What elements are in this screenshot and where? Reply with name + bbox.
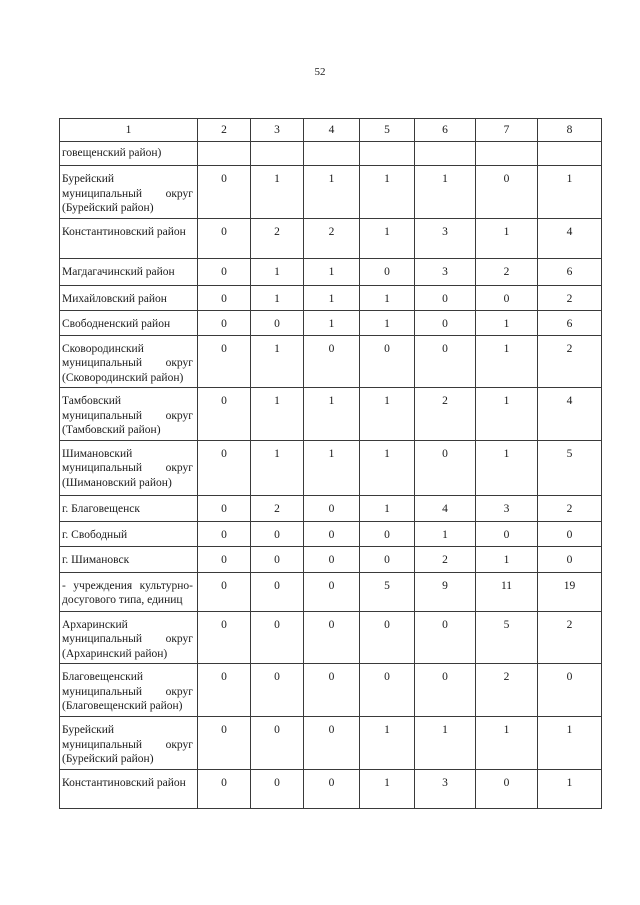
- table-cell: 0: [251, 717, 304, 770]
- table-cell: 0: [538, 664, 602, 717]
- table-cell: 1: [360, 285, 415, 310]
- table-row: [60, 142, 602, 166]
- table-cell: 6: [538, 310, 602, 335]
- table-cell: [360, 142, 415, 166]
- table-cell: 1: [304, 285, 360, 310]
- table-cell: 0: [251, 664, 304, 717]
- table-cell: 0: [198, 166, 251, 219]
- table-row: [60, 495, 602, 521]
- table-cell: 0: [360, 611, 415, 664]
- table-cell: 0: [304, 335, 360, 388]
- table-row: [60, 611, 602, 664]
- row-label: - учреждения культурно-досугового типа, единиц: [60, 572, 198, 611]
- table-cell: 4: [538, 388, 602, 441]
- table-cell: 2: [304, 218, 360, 258]
- table-row: [60, 521, 602, 546]
- row-label: Михайловский район: [60, 285, 198, 310]
- table-row: [60, 218, 602, 258]
- table-cell: 0: [415, 611, 476, 664]
- table-cell: 0: [251, 769, 304, 808]
- table-row: [60, 310, 602, 335]
- table-cell: 0: [360, 258, 415, 285]
- table-row: [60, 664, 602, 717]
- table-cell: 2: [476, 258, 538, 285]
- table-cell: [476, 142, 538, 166]
- table-cell: 2: [538, 495, 602, 521]
- table-cell: 1: [415, 521, 476, 546]
- table-cell: 5: [360, 572, 415, 611]
- table-row: [60, 717, 602, 770]
- table-cell: 0: [198, 335, 251, 388]
- column-number: 4: [304, 119, 360, 142]
- row-label: Свободненский район: [60, 310, 198, 335]
- table-cell: [251, 142, 304, 166]
- table-cell: 5: [476, 611, 538, 664]
- row-label: Шимановский муниципальный округ (Шимановский район): [60, 440, 198, 495]
- table-cell: 2: [538, 335, 602, 388]
- table-cell: 0: [251, 546, 304, 572]
- table-row: [60, 335, 602, 388]
- table-cell: 0: [198, 546, 251, 572]
- table-cell: 2: [476, 664, 538, 717]
- table-cell: 1: [360, 769, 415, 808]
- column-number: 7: [476, 119, 538, 142]
- table-cell: 0: [476, 769, 538, 808]
- table-cell: 0: [251, 310, 304, 335]
- table-row: [60, 769, 602, 808]
- table-cell: 0: [476, 285, 538, 310]
- table-cell: 0: [251, 572, 304, 611]
- table-cell: 1: [538, 769, 602, 808]
- table-cell: 0: [304, 611, 360, 664]
- table-cell: 0: [198, 285, 251, 310]
- column-number: 3: [251, 119, 304, 142]
- table-cell: 1: [360, 310, 415, 335]
- table-cell: 1: [304, 258, 360, 285]
- table-cell: 0: [198, 769, 251, 808]
- table-cell: 1: [360, 166, 415, 219]
- table-cell: 1: [251, 388, 304, 441]
- row-label: Константиновский район: [60, 769, 198, 808]
- table-cell: 0: [304, 664, 360, 717]
- table-cell: 0: [415, 285, 476, 310]
- table-cell: 1: [360, 495, 415, 521]
- table-cell: 0: [415, 310, 476, 335]
- table-row: [60, 546, 602, 572]
- table-cell: 1: [251, 285, 304, 310]
- table-cell: 1: [251, 258, 304, 285]
- table-cell: 0: [415, 335, 476, 388]
- table-cell: 1: [304, 166, 360, 219]
- table-cell: 1: [304, 440, 360, 495]
- table-cell: 9: [415, 572, 476, 611]
- table-cell: 1: [476, 310, 538, 335]
- table-cell: 0: [360, 546, 415, 572]
- column-number: 2: [198, 119, 251, 142]
- row-label: г. Благовещенск: [60, 495, 198, 521]
- table-cell: 1: [538, 166, 602, 219]
- table-cell: 1: [415, 166, 476, 219]
- table-cell: 2: [415, 388, 476, 441]
- column-number-row: [60, 119, 602, 142]
- table-row: [60, 258, 602, 285]
- table-cell: 1: [476, 335, 538, 388]
- table-cell: 1: [360, 717, 415, 770]
- table-cell: 0: [360, 335, 415, 388]
- table-cell: 2: [251, 495, 304, 521]
- table-cell: 0: [538, 521, 602, 546]
- page-number: 52: [314, 66, 326, 78]
- table-cell: 1: [360, 440, 415, 495]
- table-cell: 0: [415, 664, 476, 717]
- table-cell: [415, 142, 476, 166]
- table-cell: 0: [198, 521, 251, 546]
- row-label: Архаринский муниципальный округ (Архаринский район): [60, 611, 198, 664]
- row-label: Тамбовский муниципальный округ (Тамбовский район): [60, 388, 198, 441]
- table-cell: 0: [476, 521, 538, 546]
- table-cell: 3: [415, 258, 476, 285]
- table-row: [60, 388, 602, 441]
- row-label: говещенский район): [60, 142, 198, 166]
- table-cell: 1: [476, 717, 538, 770]
- table-cell: 3: [415, 769, 476, 808]
- table-cell: 3: [476, 495, 538, 521]
- table-cell: 0: [304, 495, 360, 521]
- table-cell: 2: [415, 546, 476, 572]
- table-cell: 0: [251, 611, 304, 664]
- table-cell: 6: [538, 258, 602, 285]
- table-cell: 1: [476, 440, 538, 495]
- row-label: Благовещенский муниципальный округ (Благовещенский район): [60, 664, 198, 717]
- table-row: [60, 440, 602, 495]
- table-cell: 0: [198, 440, 251, 495]
- column-number: 1: [60, 119, 198, 142]
- table-row: [60, 285, 602, 310]
- row-label: г. Шимановск: [60, 546, 198, 572]
- table-cell: 0: [198, 310, 251, 335]
- table-cell: 5: [538, 440, 602, 495]
- table-cell: 0: [360, 664, 415, 717]
- row-label: г. Свободный: [60, 521, 198, 546]
- table-cell: 1: [476, 546, 538, 572]
- table-cell: [198, 142, 251, 166]
- column-number: 8: [538, 119, 602, 142]
- table-cell: 0: [198, 664, 251, 717]
- table-cell: 0: [304, 572, 360, 611]
- table-cell: 4: [415, 495, 476, 521]
- table-cell: 1: [304, 310, 360, 335]
- table-cell: 0: [198, 258, 251, 285]
- table-cell: 0: [198, 611, 251, 664]
- table-cell: 1: [476, 218, 538, 258]
- table-cell: 1: [476, 388, 538, 441]
- table-cell: 3: [415, 218, 476, 258]
- table-cell: 4: [538, 218, 602, 258]
- row-label: Магдагачинский район: [60, 258, 198, 285]
- table-body: [60, 119, 602, 809]
- table-cell: 1: [251, 335, 304, 388]
- table-cell: 1: [415, 717, 476, 770]
- table-cell: 0: [198, 388, 251, 441]
- table-cell: 0: [304, 521, 360, 546]
- table-cell: 0: [304, 717, 360, 770]
- table-cell: 2: [251, 218, 304, 258]
- row-label: Бурейский муниципальный округ (Бурейский район): [60, 717, 198, 770]
- table-cell: [538, 142, 602, 166]
- row-label: Константиновский район: [60, 218, 198, 258]
- table-cell: 2: [538, 611, 602, 664]
- column-number: 6: [415, 119, 476, 142]
- table-cell: 0: [198, 717, 251, 770]
- table-cell: 1: [251, 166, 304, 219]
- statistics-table: [59, 118, 602, 809]
- table-cell: 0: [476, 166, 538, 219]
- table-cell: 0: [198, 495, 251, 521]
- table-cell: 1: [304, 388, 360, 441]
- table-cell: 1: [251, 440, 304, 495]
- table-row: [60, 166, 602, 219]
- row-label: Бурейский муниципальный округ (Бурейский район): [60, 166, 198, 219]
- table-cell: 0: [198, 218, 251, 258]
- column-number: 5: [360, 119, 415, 142]
- table-cell: 0: [251, 521, 304, 546]
- table-cell: 11: [476, 572, 538, 611]
- table-cell: 0: [304, 769, 360, 808]
- table-cell: 0: [360, 521, 415, 546]
- table-cell: 0: [415, 440, 476, 495]
- table-cell: 0: [538, 546, 602, 572]
- table-cell: 1: [360, 388, 415, 441]
- table-cell: 1: [538, 717, 602, 770]
- table-cell: 19: [538, 572, 602, 611]
- row-label: Сковородинский муниципальный округ (Сковородинский район): [60, 335, 198, 388]
- table-cell: 1: [360, 218, 415, 258]
- table-cell: 0: [304, 546, 360, 572]
- table-cell: 2: [538, 285, 602, 310]
- table-cell: [304, 142, 360, 166]
- table-cell: 0: [198, 572, 251, 611]
- table-row: [60, 572, 602, 611]
